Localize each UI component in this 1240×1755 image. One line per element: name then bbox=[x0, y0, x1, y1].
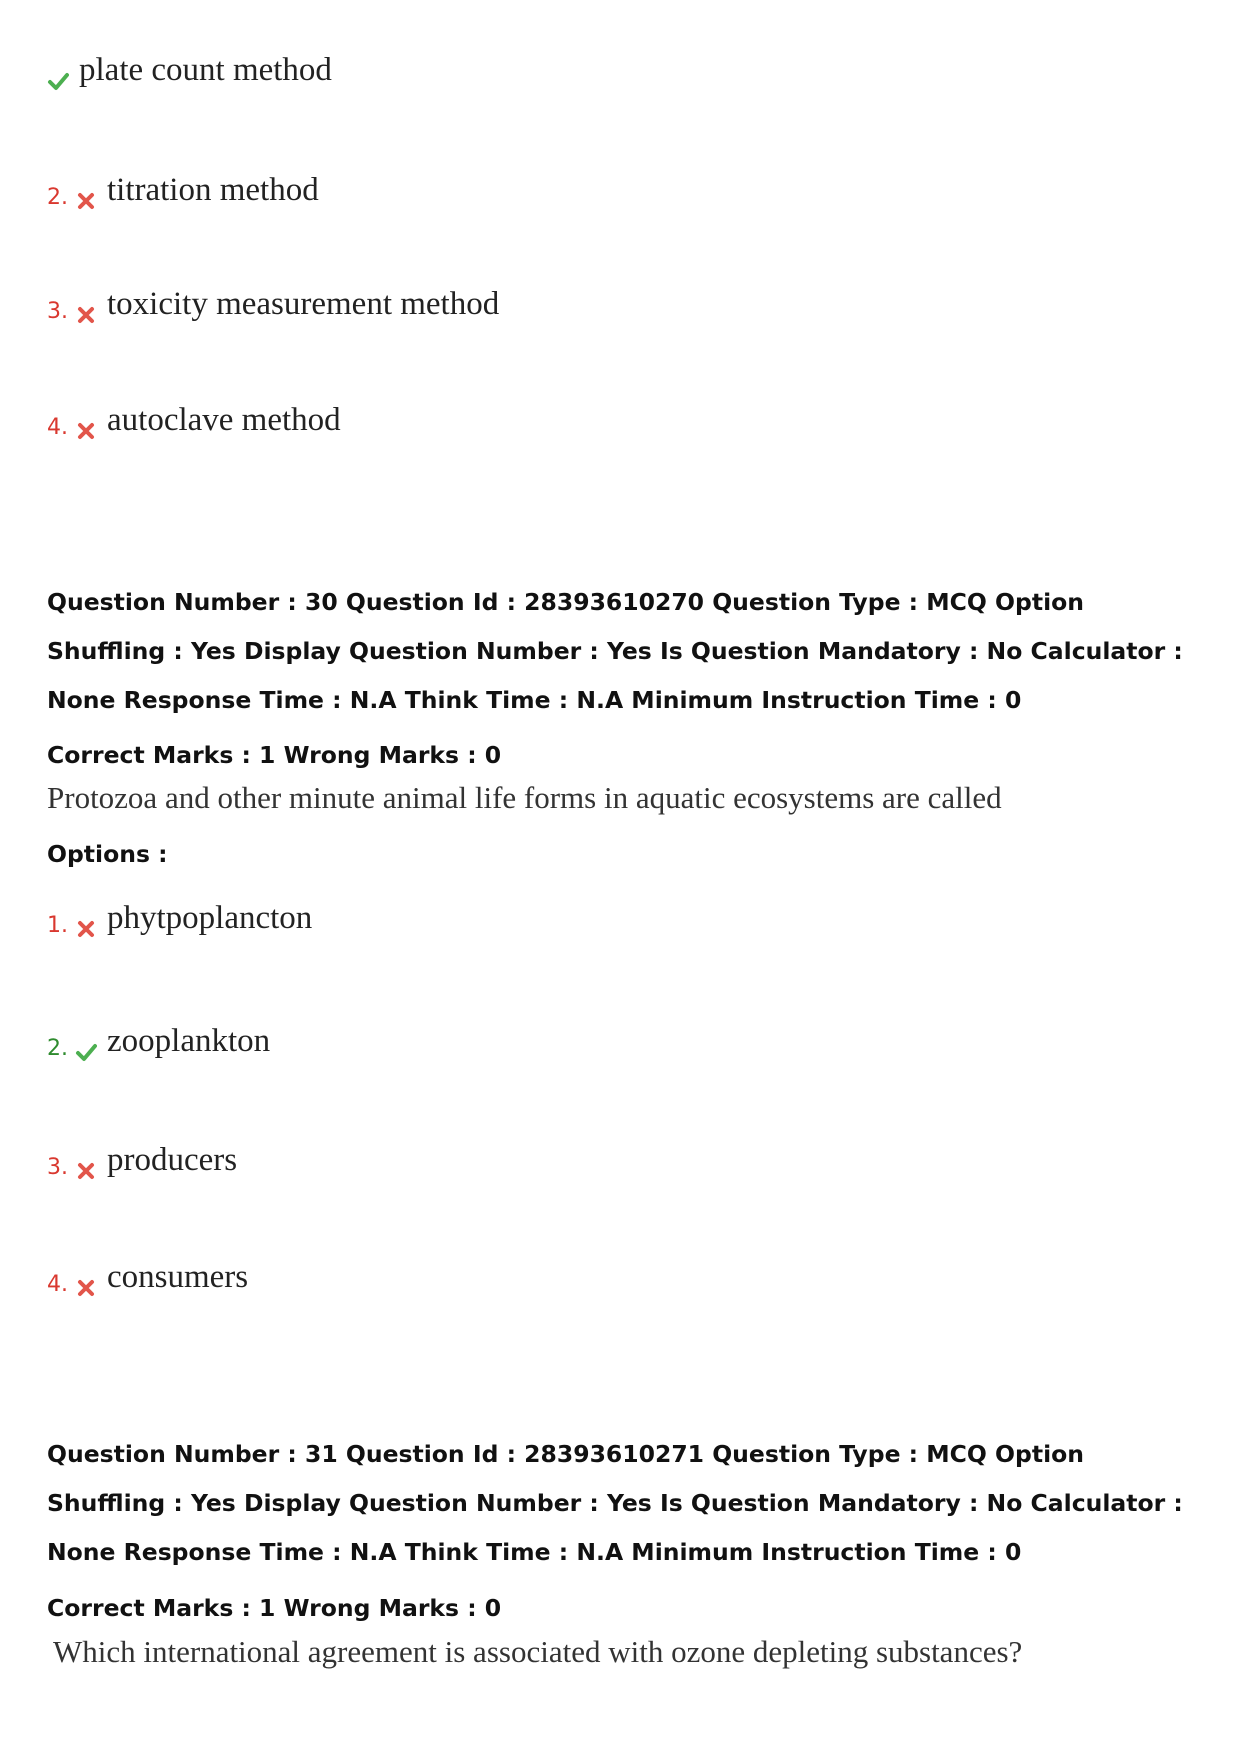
option-item bbox=[47, 1019, 270, 1063]
option-text: phytpoplancton bbox=[107, 900, 313, 936]
option-number: 3. bbox=[47, 1155, 68, 1180]
option-number: 1. bbox=[47, 913, 68, 938]
check-icon bbox=[75, 1041, 97, 1063]
cross-icon bbox=[75, 918, 97, 940]
option-text: producers bbox=[107, 1142, 238, 1178]
option-item bbox=[47, 1138, 237, 1182]
option-number: 2. bbox=[47, 1036, 68, 1061]
marks-info: Correct Marks : 1 Wrong Marks : 0 bbox=[47, 1594, 502, 1622]
cross-icon bbox=[75, 1160, 97, 1182]
question-meta: Question Number : 30 Question Id : 28393610270 Question Type : MCQ Option Shuffling : Yes Display Question Number : Yes Is Question Mandatory : No Calculator : None Response Time : N.A Think Time : N.A Minimum Instruction Time : 0 bbox=[47, 588, 1183, 714]
check-icon bbox=[47, 70, 69, 92]
option-text: titration method bbox=[107, 172, 319, 208]
option-number: 4. bbox=[47, 1272, 68, 1297]
option-item bbox=[47, 168, 319, 212]
option-text: consumers bbox=[107, 1259, 249, 1295]
option-item bbox=[47, 282, 499, 326]
cross-icon bbox=[75, 1277, 97, 1299]
marks-info: Correct Marks : 1 Wrong Marks : 0 bbox=[47, 741, 502, 769]
cross-icon bbox=[75, 420, 97, 442]
option-text: autoclave method bbox=[107, 402, 341, 438]
option-number: 3. bbox=[47, 299, 68, 324]
option-text: plate count method bbox=[79, 52, 332, 88]
options-label: Options : bbox=[47, 840, 168, 868]
option-number: 4. bbox=[47, 415, 68, 440]
option-text: zooplankton bbox=[107, 1023, 271, 1059]
option-number: 2. bbox=[47, 185, 68, 210]
question-text: Which international agreement is associated with ozone depleting substances? bbox=[53, 1634, 1023, 1669]
option-item bbox=[47, 896, 312, 940]
option-item bbox=[47, 398, 341, 442]
option-text: toxicity measurement method bbox=[107, 286, 500, 322]
question-text: Protozoa and other minute animal life forms in aquatic ecosystems are called bbox=[47, 780, 1002, 815]
cross-icon bbox=[75, 304, 97, 326]
option-item bbox=[47, 1255, 248, 1299]
question-meta: Question Number : 31 Question Id : 28393610271 Question Type : MCQ Option Shuffling : Yes Display Question Number : Yes Is Question Mandatory : No Calculator : None Response Time : N.A Think Time : N.A Minimum Instruction Time : 0 bbox=[47, 1440, 1183, 1566]
option-item bbox=[47, 48, 332, 92]
cross-icon bbox=[75, 190, 97, 212]
